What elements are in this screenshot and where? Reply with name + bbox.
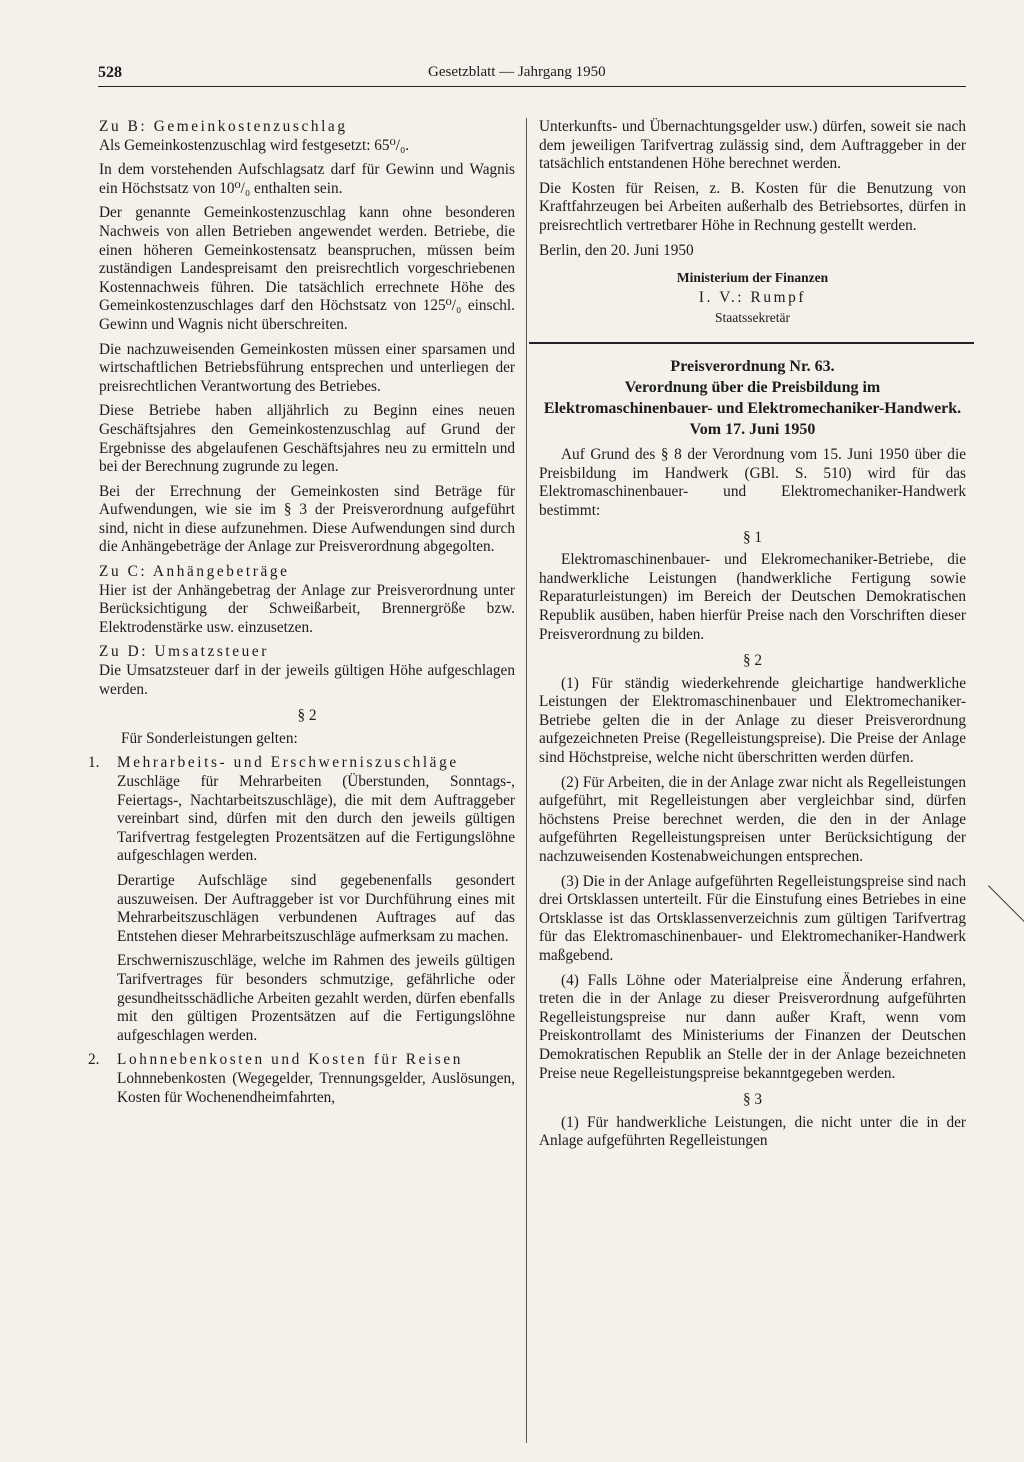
paragraph: (3) Die in der Anlage aufgeführten Regelleistungspreise sind nach drei Ortsklassen unterteilt. Für die Einstufung eines Betriebes in eine Ortsklasse ist das Ortsklassenverzeichnis zum gültigen Tarifvertrag für das Elektromaschinenbauer- und Elektromechaniker-Handwerk maßgebend. bbox=[539, 872, 966, 964]
preamble: Auf Grund des § 8 der Verordnung vom 15. Juni 1950 über die Preisbildung im Handwerk (GBl. S. 510) wird für das Elektromaschinenbauer- und Elektromechaniker-Handwerk bestimmt: bbox=[539, 446, 966, 519]
paragraph: Für Sonderleistungen gelten: bbox=[121, 729, 298, 747]
right-column bbox=[539, 118, 966, 1157]
list-item-title: Lohnnebenkosten und Kosten für Reisen bbox=[117, 1051, 463, 1069]
place-date: Berlin, den 20. Juni 1950 bbox=[539, 241, 694, 259]
paragraph: (1) Für handwerkliche Leistungen, die nicht unter die in der Anlage aufgeführten Regelleistungen bbox=[539, 1113, 966, 1150]
section-sign-3: § 3 bbox=[742, 1091, 763, 1109]
paragraph: (4) Falls Löhne oder Materialpreise eine Änderung erfahren, treten die in der Anlage zu dieser Preisverordnung aufgeführten Regelleistungspreise nur dann außer Kraft, wenn vom Preiskontrollamt des Ministeriums der Finanzen der Deutschen Demokratischen Republik an Stelle der in der Anlage bezeichneten Preise neue Regelleistungspreise bekanntgegeben werden. bbox=[539, 971, 966, 1082]
list-item bbox=[88, 1051, 515, 1107]
signature-block bbox=[539, 268, 966, 328]
paragraph: Der genannte Gemeinkostenzuschlag kann ohne besonderen Nachweis von allen Betrieben angewendet werden. Betriebe, die einen höheren Gemeinkostensatz beanspruchen, müssen beim zuständigen Landespreisamt den preisrechtlich vorgeschriebenen Kostennachweis führen. Die tatsächlich errechnete Höhe des Gemeinkostenzuschlages darf den Höchstsatz von 125⁰/₀ einschl. Gewinn und Wagnis nicht überschreiten. bbox=[99, 204, 515, 333]
list-item-body bbox=[117, 773, 515, 1045]
section-heading-d: Zu D: Umsatzsteuer bbox=[99, 643, 269, 661]
section-sign-1: § 1 bbox=[742, 528, 763, 546]
section-sign-2: § 2 bbox=[742, 652, 763, 670]
paragraph: Zuschläge für Mehrarbeiten (Überstunden, Sonntags-, Feiertags-, Nachtarbeitszuschläge), die mit dem Auftraggeber vereinbart sind, dürfen mit den durch den jeweils gültigen Tarifvertrag festgelegten Prozentsätzen auf die Fertigungslöhne aufgeschlagen werden. bbox=[117, 773, 515, 865]
left-column bbox=[88, 118, 515, 1113]
column-divider bbox=[526, 118, 527, 1443]
list-number: 2. bbox=[88, 1051, 100, 1069]
ministry-name: Ministerium der Finanzen bbox=[676, 270, 829, 286]
signatory: I. V.: Rumpf bbox=[698, 289, 807, 307]
paragraph: In dem vorstehenden Aufschlagsatz darf für Gewinn und Wagnis ein Höchstsatz von 10⁰/₀ enthalten sein. bbox=[99, 161, 515, 197]
page-number: 528 bbox=[98, 64, 122, 81]
list-item-body bbox=[117, 1070, 515, 1107]
margin-pen-stroke bbox=[988, 885, 1024, 935]
paragraph: Hier ist der Anhängebetrag der Anlage zur Preisverordnung unter Berücksichtigung der Schweißarbeit, Brennergröße bzw. Elektrodenstärke usw. einzusetzen. bbox=[99, 581, 515, 636]
ordinance-number: Preisverordnung Nr. 63. bbox=[670, 358, 835, 376]
section-heading-b: Zu B: Gemeinkostenzuschlag bbox=[99, 118, 348, 135]
ordinance-date: Vom 17. Juni 1950 bbox=[689, 421, 816, 439]
paragraph: (1) Für ständig wiederkehrende gleichartige handwerkliche Leistungen der Elektromaschinenbauer und Elektromechaniker-Betriebe gelten die in der Anlage zu dieser Preisverordnung aufgezeichneten Preise (Regelleistungspreise). Die Preise der Anlage sind Höchstpreise, welche nicht überschritten werden dürfen. bbox=[539, 674, 966, 767]
paragraph: Die nachzuweisenden Gemeinkosten müssen einer sparsamen und wirtschaftlichen Betriebsführung entsprechen und unterliegen der preisrechtlichen Verantwortung des Betriebes. bbox=[99, 340, 515, 395]
paragraph: Unterkunfts- und Übernachtungsgelder usw.) dürfen, soweit sie nach dem jeweiligen Tarifvertrag zulässig sind, dem Auftraggeber in der tatsächlich entstandenen Höhe berechnet werden. bbox=[539, 118, 966, 173]
section-heading-c: Zu C: Anhängebeträge bbox=[99, 563, 290, 581]
list-number: 1. bbox=[88, 754, 100, 772]
section-divider bbox=[529, 342, 974, 344]
signatory-title: Staatssekretär bbox=[715, 310, 790, 326]
running-title: Gesetzblatt — Jahrgang 1950 bbox=[428, 64, 606, 80]
paragraph: Als Gemeinkostenzuschlag wird festgesetzt: 65⁰/₀. bbox=[99, 136, 410, 154]
paragraph: Erschwerniszuschläge, welche im Rahmen des jeweils gültigen Tarifvertrages für besonders schmutzige, gefährliche oder gesundheitsschädliche Arbeiten gezahlt werden, dürfen ebenfalls mit den gültigen Prozentsätzen auf die Fertigungslöhne aufgeschlagen werden. bbox=[117, 952, 515, 1044]
ordinance-subject: Verordnung über die Preisbildung im Elektromaschinenbauer- und Elektromechaniker-Handwerk. bbox=[543, 379, 962, 418]
paragraph: Derartige Aufschläge sind gegebenenfalls gesondert auszuweisen. Der Auftraggeber ist vor Durchführung eines mit Mehrarbeitszuschlägen verbundenen Auftrages auf das Entstehen dieser Mehrarbeitszuschläge aufmerksam zu machen. bbox=[117, 871, 515, 945]
paragraph: (2) Für Arbeiten, die in der Anlage zwar nicht als Regelleistungen aufgeführt, mit Regelleistungen aber vergleichbar sind, dürfen höchstens Preise berechnet werden, die den in der Anlage aufgeführten Regelleistungspreisen unter Berücksichtigung der nachzuweisenden Kostenabweichungen entsprechen. bbox=[539, 773, 966, 866]
ordinance-title bbox=[539, 356, 966, 440]
paragraph: Die Kosten für Reisen, z. B. Kosten für die Benutzung von Kraftfahrzeugen bei Arbeiten außerhalb des Betriebsortes, dürfen in preisrechtlich vertretbarer Höhe in Rechnung gestellt werden. bbox=[539, 179, 966, 234]
page-header bbox=[98, 62, 966, 87]
paragraph: Diese Betriebe haben alljährlich zu Beginn eines neuen Geschäftsjahres den Gemeinkostenzuschlag auf Grund der Ergebnisse des abgelaufenen Geschäftsjahres neu zu ermitteln und bei der Berechnung zugrunde zu legen. bbox=[99, 402, 515, 476]
list-item-title: Mehrarbeits- und Erschwerniszuschläge bbox=[117, 754, 459, 772]
section-sign-2: § 2 bbox=[297, 707, 317, 725]
paragraph: Die Umsatzsteuer darf in der jeweils gültigen Höhe aufgeschlagen werden. bbox=[99, 662, 515, 698]
list-item bbox=[88, 754, 515, 1045]
paragraph: Bei der Errechnung der Gemeinkosten sind Beträge für Aufwendungen, wie sie im § 3 der Preisverordnung aufgeführt sind, nicht in diese aufzunehmen. Diese Aufwendungen sind durch die Anhängebeträge der Anlage zur Preisverordnung abgegolten. bbox=[99, 482, 515, 556]
paragraph: Elektromaschinenbauer- und Elekromechaniker-Betriebe, die handwerkliche Leistungen (handwerkliche Fertigung sowie Reparaturleistungen) im Bereich der Deutschen Demokratischen Republik ausüben, haben hierfür Preise nach den Vorschriften dieser Preisverordnung zu bilden. bbox=[539, 551, 966, 643]
paragraph: Lohnnebenkosten (Wegegelder, Trennungsgelder, Auslösungen, Kosten für Wochenendheimfahrten, bbox=[117, 1069, 515, 1106]
